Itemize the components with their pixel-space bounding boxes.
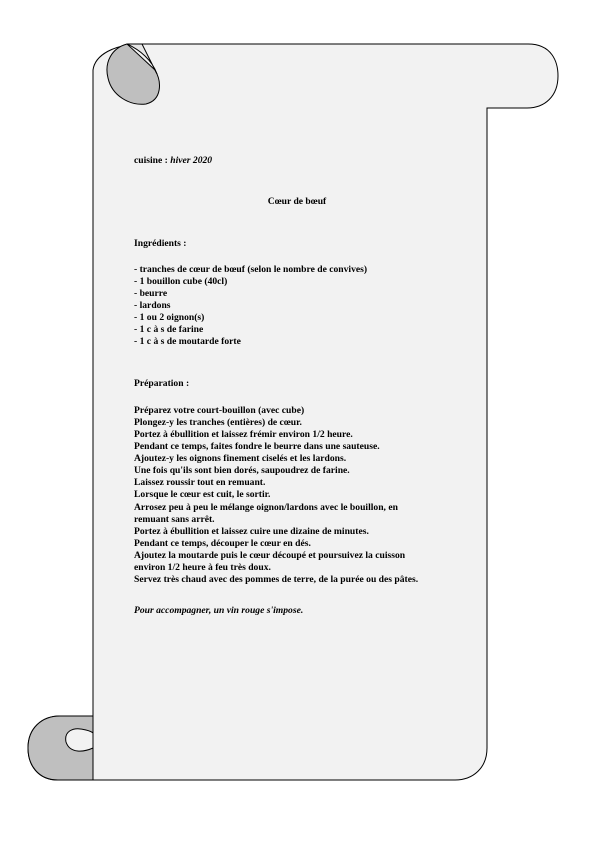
preparation-step: remuant sans arrêt. — [134, 514, 215, 525]
wine-pairing-note: Pour accompagner, un vin rouge s'impose. — [134, 605, 304, 616]
preparation-step: Arrosez peu à peu le mélange oignon/lardons avec le bouillon, en — [134, 502, 398, 513]
preparation-heading: Préparation : — [134, 378, 190, 389]
ingredients-heading: Ingrédients : — [134, 238, 187, 249]
ingredient-item: - 1 c à s de moutarde forte — [134, 336, 241, 347]
preparation-step: Servez très chaud avec des pommes de terre, de la purée ou des pâtes. — [134, 574, 419, 585]
preparation-step: Plongez-y les tranches (entières) de cœur. — [134, 417, 302, 428]
preparation-step: environ 1/2 heure à feu très doux. — [134, 562, 271, 573]
preparation-step: Lorsque le cœur est cuit, le sortir. — [134, 489, 271, 500]
preparation-step: Laissez roussir tout en remuant. — [134, 477, 266, 488]
preparation-step: Préparez votre court-bouillon (avec cube) — [134, 405, 305, 416]
preparation-step: Portez à ébullition et laissez frémir environ 1/2 heure. — [134, 429, 353, 440]
ingredient-item: - 1 bouillon cube (40cl) — [134, 276, 228, 287]
preparation-step: Une fois qu'ils sont bien dorés, saupoudrez de farine. — [134, 465, 350, 476]
category-line — [134, 155, 212, 167]
ingredient-item: - 1 ou 2 oignon(s) — [134, 312, 205, 323]
preparation-step: Ajoutez la moutarde puis le cœur découpé et poursuivez la cuisson — [134, 550, 406, 561]
ingredient-item: - tranches de cœur de bœuf (selon le nombre de convives) — [134, 264, 368, 275]
ingredient-item: - beurre — [134, 288, 168, 299]
category-label: cuisine : — [134, 155, 171, 166]
preparation-step: Portez à ébullition et laissez cuire une dizaine de minutes. — [134, 526, 369, 537]
preparation-step: Pendant ce temps, découper le cœur en dés. — [134, 538, 311, 549]
ingredient-item: - 1 c à s de farine — [134, 324, 204, 335]
preparation-step: Ajoutez-y les oignons finement ciselés et les lardons. — [134, 453, 347, 464]
recipe-title: Cœur de bœuf — [267, 196, 327, 207]
ingredient-item: - lardons — [134, 300, 171, 311]
category-season: hiver 2020 — [170, 155, 213, 166]
preparation-step: Pendant ce temps, faites fondre le beurre dans une sauteuse. — [134, 441, 380, 452]
